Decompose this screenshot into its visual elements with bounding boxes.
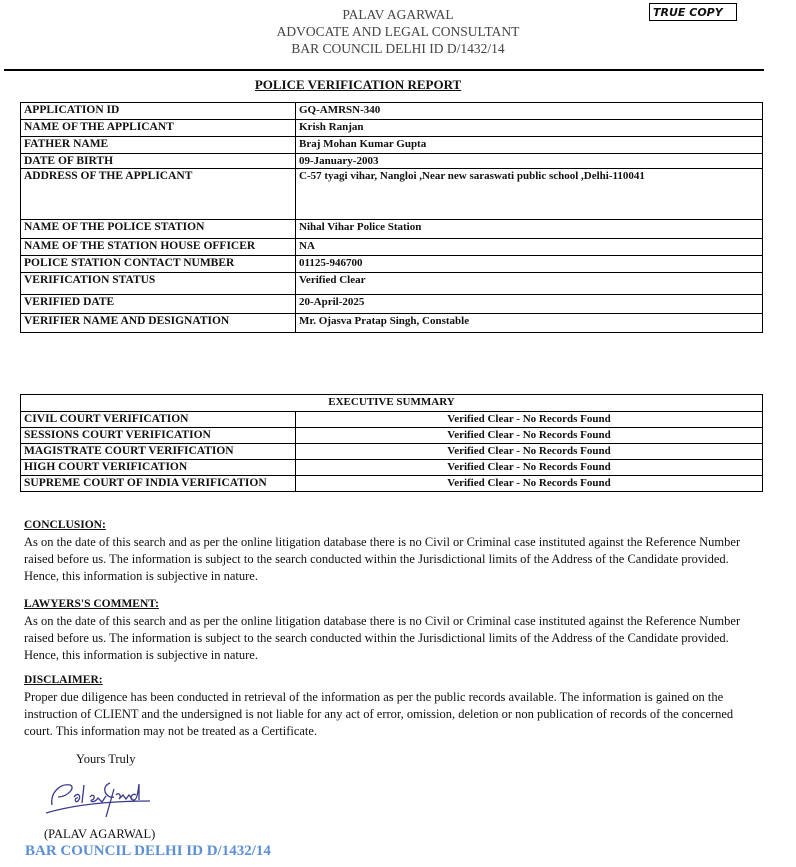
report-title: POLICE VERIFICATION REPORT — [254, 77, 462, 92]
conclusion-section — [24, 517, 764, 585]
field-label: DATE OF BIRTH — [21, 154, 296, 169]
advocate-role: ADVOCATE AND LEGAL CONSULTANT — [276, 24, 520, 39]
signatory-bar-id: BAR COUNCIL DELHI ID D/1432/14 — [25, 843, 271, 859]
table-row — [21, 314, 763, 333]
field-value: 09-January-2003 — [296, 154, 763, 169]
table-row — [21, 295, 763, 314]
court-status: Verified Clear - No Records Found — [296, 412, 763, 428]
field-label: NAME OF THE POLICE STATION — [21, 220, 296, 239]
table-row — [21, 120, 763, 137]
court-status: Verified Clear - No Records Found — [296, 460, 763, 476]
field-label: VERIFICATION STATUS — [21, 273, 296, 295]
divider — [4, 69, 764, 71]
field-value: Braj Mohan Kumar Gupta — [296, 137, 763, 154]
field-value: NA — [296, 239, 763, 256]
field-value: 20-April-2025 — [296, 295, 763, 314]
court-label: SESSIONS COURT VERIFICATION — [21, 428, 296, 444]
salutation: Yours Truly — [76, 752, 136, 766]
field-label: NAME OF THE STATION HOUSE OFFICER — [21, 239, 296, 256]
court-status: Verified Clear - No Records Found — [296, 476, 763, 492]
conclusion-heading: CONCLUSION: — [24, 519, 106, 531]
table-row — [21, 169, 763, 220]
table-row — [21, 103, 763, 120]
table-row — [21, 412, 763, 428]
conclusion-text: As on the date of this search and as per the online litigation database there is no Civil or Criminal case instituted against the Reference Number raised before us. The information is subject to the search conducted within the Jurisdictional limits of the Address of the Candidate provided. Hence, this information is subjective in nature. — [24, 535, 741, 583]
field-label: FATHER NAME — [21, 137, 296, 154]
table-row — [21, 476, 763, 492]
field-label: NAME OF THE APPLICANT — [21, 120, 296, 137]
field-value: 01125-946700 — [296, 256, 763, 273]
table-row — [21, 239, 763, 256]
field-label: APPLICATION ID — [21, 103, 296, 120]
field-value: C-57 tyagi vihar, Nangloi ,Near new saraswati public school ,Delhi-110041 — [296, 169, 763, 220]
signature-image — [40, 775, 160, 820]
field-value: Mr. Ojasva Pratap Singh, Constable — [296, 314, 763, 333]
field-value: GQ-AMRSN-340 — [296, 103, 763, 120]
details-table — [20, 102, 763, 333]
court-label: SUPREME COURT OF INDIA VERIFICATION — [21, 476, 296, 492]
field-value: Krish Ranjan — [296, 120, 763, 137]
table-row — [21, 460, 763, 476]
table-row — [21, 444, 763, 460]
table-row — [21, 137, 763, 154]
disclaimer-section — [24, 672, 764, 740]
court-label: HIGH COURT VERIFICATION — [21, 460, 296, 476]
court-label: CIVIL COURT VERIFICATION — [21, 412, 296, 428]
court-label: MAGISTRATE COURT VERIFICATION — [21, 444, 296, 460]
comment-heading: LAWYERS'S COMMENT: — [24, 598, 159, 610]
field-label: ADDRESS OF THE APPLICANT — [21, 169, 296, 220]
disclaimer-text: Proper due diligence has been conducted in retrieval of the information as per the public records available. The information is gained on the instruction of CLIENT and the undersigned is not liable for any act of error, omission, deletion or non publication of records of the concerned court. This information may not be treated as a Certificate. — [24, 690, 734, 738]
court-status: Verified Clear - No Records Found — [296, 428, 763, 444]
comment-section — [24, 596, 764, 664]
court-status: Verified Clear - No Records Found — [296, 444, 763, 460]
table-row — [21, 154, 763, 169]
comment-text: As on the date of this search and as per the online litigation database there is no Civil or Criminal case instituted against the Reference Number raised before us. The information is subject to the search conducted within the Jurisdictional limits of the Address of the Candidate provided. Hence, this information is subjective in nature. — [24, 614, 741, 662]
field-value: Verified Clear — [296, 273, 763, 295]
table-row — [21, 428, 763, 444]
true-copy-stamp: TRUE COPY — [649, 3, 737, 21]
field-label: POLICE STATION CONTACT NUMBER — [21, 256, 296, 273]
table-row — [21, 256, 763, 273]
table-row — [21, 220, 763, 239]
field-value: Nihal Vihar Police Station — [296, 220, 763, 239]
field-label: VERIFIER NAME AND DESIGNATION — [21, 314, 296, 333]
summary-title: EXECUTIVE SUMMARY — [21, 395, 763, 412]
disclaimer-heading: DISCLAIMER: — [24, 674, 103, 686]
field-label: VERIFIED DATE — [21, 295, 296, 314]
signatory-name: (PALAV AGARWAL) — [44, 827, 156, 841]
table-row — [21, 273, 763, 295]
advocate-name: PALAV AGARWAL — [342, 7, 454, 22]
executive-summary-table — [20, 394, 763, 492]
bar-council-id: BAR COUNCIL DELHI ID D/1432/14 — [291, 41, 505, 56]
